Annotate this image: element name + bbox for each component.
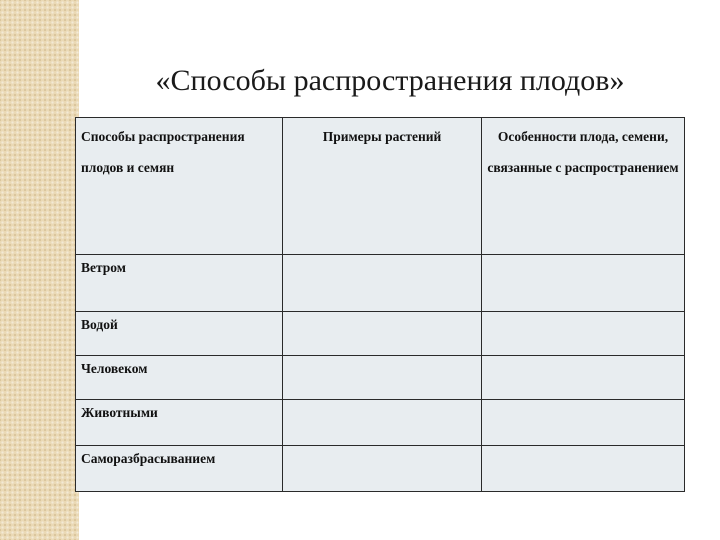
fruit-dispersal-table: [75, 117, 685, 492]
row-method-cell: Животными: [76, 399, 283, 445]
row-examples-cell: [283, 355, 482, 399]
header-methods: [76, 118, 283, 255]
header-features: [482, 118, 685, 255]
row-examples-cell: [283, 311, 482, 355]
row-features-cell: [482, 255, 685, 311]
table-row: [76, 255, 685, 311]
header-examples-text: Примеры растений: [322, 129, 442, 144]
table-row: [76, 311, 685, 355]
row-features-cell: [482, 445, 685, 491]
row-examples-cell: [283, 399, 482, 445]
table-header-row: [76, 118, 685, 255]
row-method-cell: Водой: [76, 311, 283, 355]
row-features-cell: [482, 399, 685, 445]
row-features-cell: [482, 311, 685, 355]
slide-title: «Способы распространения плодов»: [155, 64, 625, 97]
header-examples: [283, 118, 482, 255]
row-examples-cell: [283, 445, 482, 491]
decorative-side-strip: [0, 0, 79, 540]
row-method-cell: Саморазбрасыванием: [76, 445, 283, 491]
row-method-cell: Ветром: [76, 255, 283, 311]
header-features-text: Особенности плода, семени, связанные с распространением: [487, 129, 679, 175]
row-method-cell: Человеком: [76, 355, 283, 399]
header-methods-text: Способы распространения плодов и семян: [81, 129, 245, 175]
table-row: [76, 399, 685, 445]
row-features-cell: [482, 355, 685, 399]
row-examples-cell: [283, 255, 482, 311]
table-row: [76, 445, 685, 491]
table-row: [76, 355, 685, 399]
